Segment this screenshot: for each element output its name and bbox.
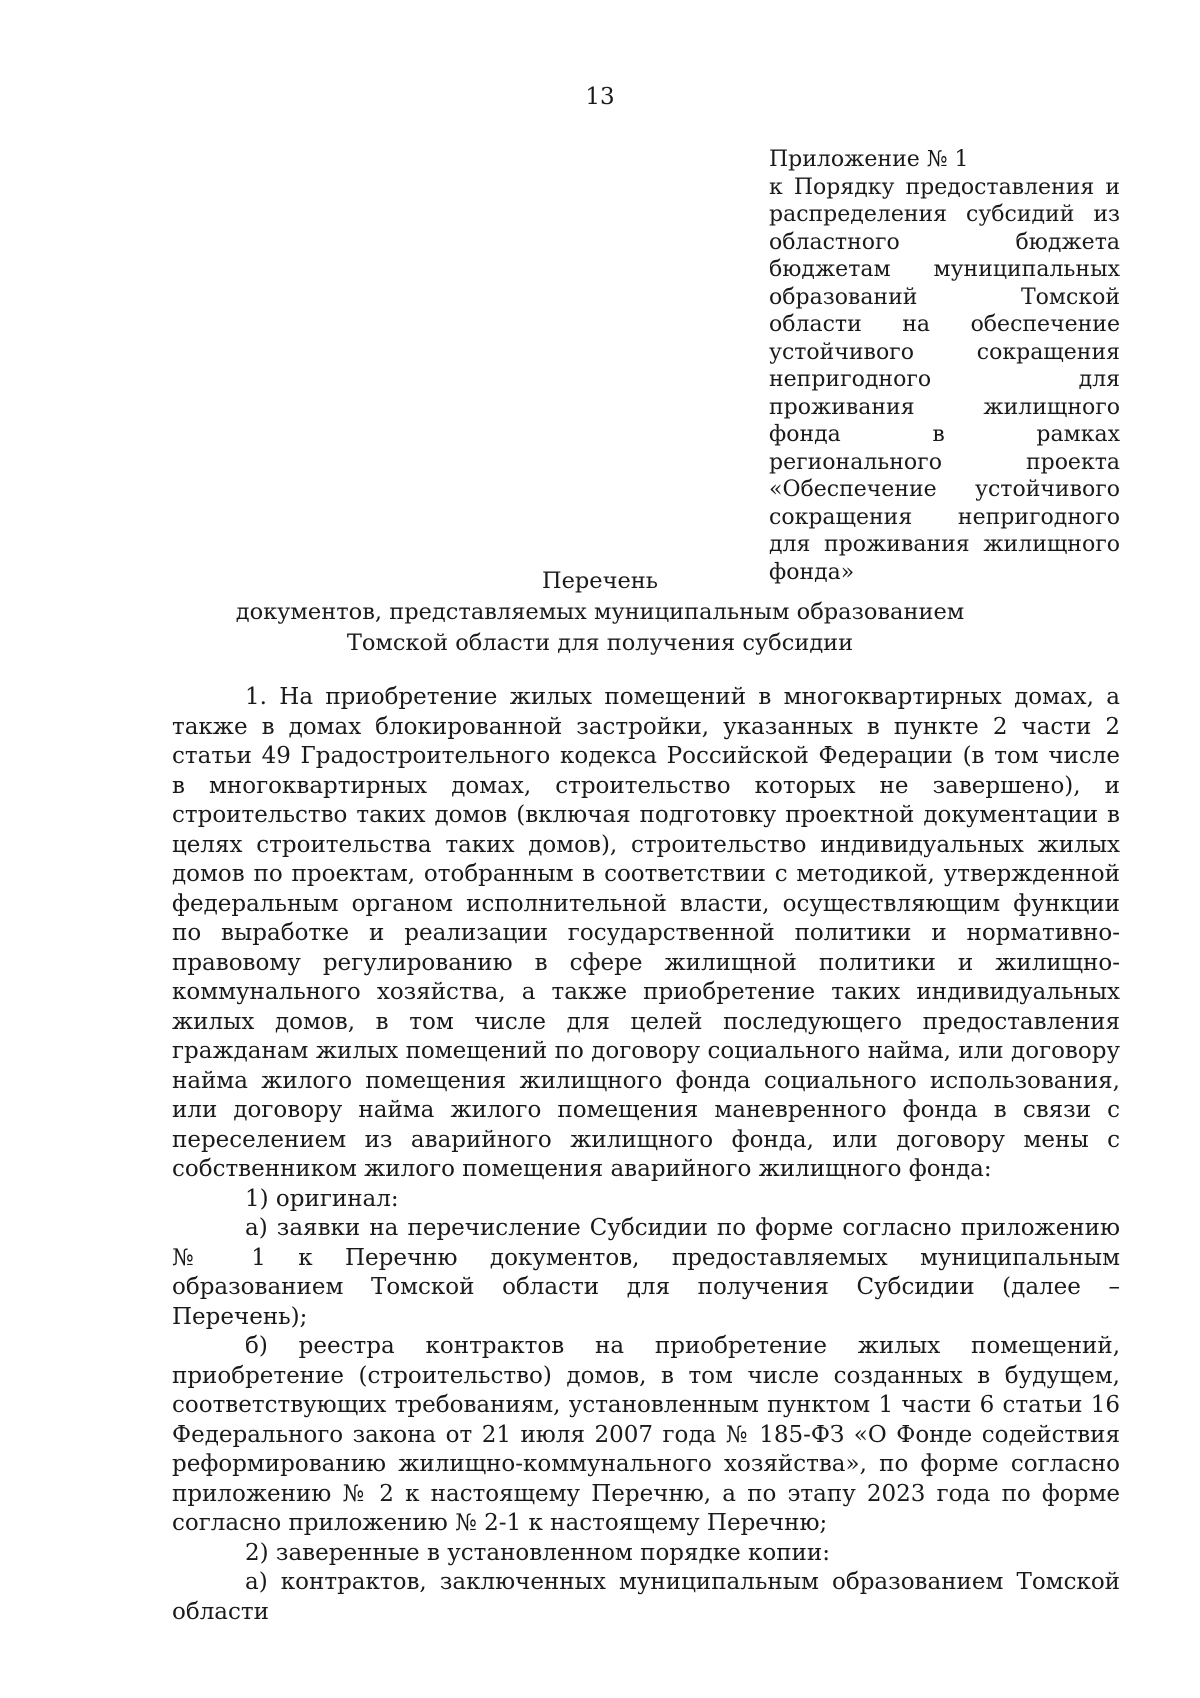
appendix-body: к Порядку предоставления и распределения субсидий из областного бюджета бюджетам муниципальных образований Томской области на обеспечение устойчивого сокращения непригодного для проживания жилищного фонда в рамках регионального проекта «Обеспечение устойчивого сокращения непригодного для проживания жилищного фонда»	[769, 174, 1120, 585]
paragraph-item-2a: а) контрактов, заключенных муниципальным образованием Томской области	[172, 1569, 1120, 1625]
document-body	[172, 683, 1120, 1627]
paragraph-original: 1) оригинал:	[245, 1185, 399, 1212]
document-title	[0, 566, 1200, 659]
appendix-heading: Приложение № 1	[769, 147, 969, 172]
title-line-1: Перечень	[541, 568, 659, 594]
paragraph-item-1b: б) реестра контрактов на приобретение жилых помещений, приобретение (строительство) домов, в том числе созданных в будущем, соответствующих требованиям, установленным пунктом 1 части 6 статьи 16 Федерального закона от 21 июля 2007 года № 185-ФЗ «О Фонде содействия реформированию жилищно-коммунального хозяйства», по форме согласно приложению № 2 к настоящему Перечню, а по этапу 2023 года по форме согласно приложению № 2-1 к настоящему Перечню;	[172, 1333, 1120, 1536]
title-line-2: документов, представляемых муниципальным образованием	[235, 599, 965, 625]
paragraph-certified-copies: 2) заверенные в установленном порядке копии:	[245, 1539, 830, 1566]
paragraph-item-1: 1. На приобретение жилых помещений в многоквартирных домах, а также в домах блокированной застройки, указанных в пункте 2 части 2 статьи 49 Градостроительного кодекса Российской Федерации (в том числе в многоквартирных домах, строительство которых не завершено), и строительство таких домов (включая подготовку проектной документации в целях строительства таких домов), строительство индивидуальных жилых домов по проектам, отобранным в соответствии с методикой, утвержденной федеральным органом исполнительной власти, осуществляющим функции по выработке и реализации государственной политики и нормативно-правовому регулированию в сфере жилищной политики и жилищно-коммунального хозяйства, а также приобретение таких индивидуальных жилых домов, в том числе для целей последующего предоставления гражданам жилых помещений по договору социального найма, или договору найма жилого помещения жилищного фонда социального использования, или договору найма жилого помещения маневренного фонда в связи с переселением из аварийного жилищного фонда, или договору мены с собственником жилого помещения аварийного жилищного фонда:	[172, 684, 1120, 1182]
paragraph-item-1a: а) заявки на перечисление Субсидии по форме согласно приложению № 1 к Перечню документов, предоставляемых муниципальным образованием Томской области для получения Субсидии (далее – Перечень);	[172, 1215, 1120, 1330]
title-line-3: Томской области для получения субсидии	[346, 630, 854, 656]
page-number: 13	[585, 84, 615, 110]
appendix-block	[769, 146, 1120, 586]
